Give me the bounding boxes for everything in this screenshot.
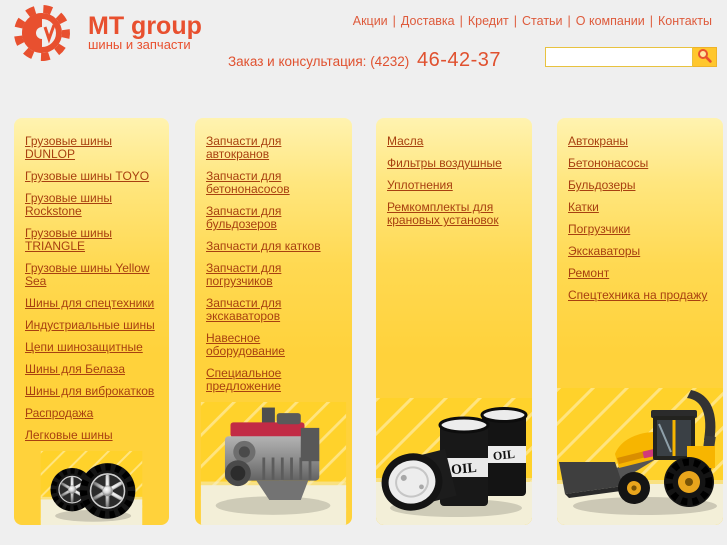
category-link[interactable]: Масла — [387, 134, 424, 148]
top-nav — [348, 14, 717, 28]
search-button[interactable] — [693, 47, 717, 67]
nav-link-stati[interactable]: Статьи — [522, 14, 563, 28]
category-link[interactable]: Запчасти для погрузчиков — [206, 261, 282, 288]
category-link[interactable]: Катки — [568, 200, 599, 214]
oil-barrel-label: OIL — [492, 446, 516, 464]
category-link[interactable]: Фильтры воздушные — [387, 156, 502, 170]
category-link[interactable]: Цепи шинозащитные — [25, 340, 143, 354]
category-link[interactable]: Запчасти для автокранов — [206, 134, 282, 161]
tires-photo — [14, 451, 169, 525]
category-links — [14, 118, 169, 451]
category-panel-oils — [376, 118, 532, 525]
category-link[interactable]: Ремкомплекты для крановых установок — [387, 200, 499, 227]
phone-number: 46-42-37 — [416, 49, 502, 71]
category-link[interactable]: Уплотнения — [387, 178, 453, 192]
magnifier-icon — [697, 48, 712, 66]
category-link[interactable]: Экскаваторы — [568, 244, 641, 258]
category-panel-machinery — [557, 118, 723, 525]
category-link[interactable]: Запчасти для бульдозеров — [206, 204, 282, 231]
category-panel-spare-parts — [195, 118, 352, 525]
search-input[interactable] — [545, 47, 693, 67]
category-panel-tires — [14, 118, 169, 525]
engine-photo — [195, 402, 352, 525]
nav-separator: | — [567, 14, 571, 28]
nav-link-o-kompanii[interactable]: О компании — [575, 14, 645, 28]
category-links — [195, 118, 352, 402]
category-link[interactable]: Грузовые шины DUNLOP — [25, 134, 112, 161]
category-link[interactable]: Запчасти для экскаваторов — [206, 296, 282, 323]
search-bar — [545, 47, 717, 67]
category-links — [557, 118, 723, 311]
category-link[interactable]: Грузовые шины Yellow Sea — [25, 261, 150, 288]
logo[interactable] — [8, 2, 202, 71]
category-link[interactable]: Ремонт — [568, 266, 610, 280]
category-link[interactable]: Грузовые шины Rockstone — [25, 191, 112, 218]
site-subtitle: шины и запчасти — [88, 37, 191, 52]
category-links — [376, 118, 532, 236]
category-link[interactable]: Грузовые шины TRIANGLE — [25, 226, 112, 253]
gear-logo-icon — [8, 2, 76, 71]
nav-link-kredit[interactable]: Кредит — [467, 14, 509, 28]
category-link[interactable]: Специальное предложение — [206, 366, 282, 393]
category-link[interactable]: Бетононасосы — [568, 156, 649, 170]
phone-label: Заказ и консультация: — [228, 54, 367, 69]
oil-barrels-photo — [376, 398, 532, 525]
category-link[interactable]: Шины для виброкатков — [25, 384, 155, 398]
category-link[interactable]: Запчасти для катков — [206, 239, 321, 253]
nav-separator: | — [459, 14, 463, 28]
phone-line — [228, 49, 501, 72]
category-link[interactable]: Погрузчики — [568, 222, 631, 236]
category-link[interactable]: Запчасти для бетононасосов — [206, 169, 290, 196]
category-link[interactable]: Грузовые шины TOYO — [25, 169, 150, 183]
category-link[interactable]: Бульдозеры — [568, 178, 636, 192]
category-link[interactable]: Легковые шины — [25, 428, 113, 442]
category-link[interactable]: Шины для спецтехники — [25, 296, 155, 310]
nav-separator: | — [513, 14, 518, 28]
category-link[interactable]: Шины для Белаза — [25, 362, 125, 376]
oil-barrel-label: OIL — [450, 460, 478, 479]
category-link[interactable]: Распродажа — [25, 406, 94, 420]
nav-separator: | — [649, 14, 653, 28]
nav-link-dostavka[interactable]: Доставка — [400, 14, 455, 28]
nav-link-akcii[interactable]: Акции — [352, 14, 388, 28]
nav-separator: | — [392, 14, 396, 28]
nav-link-kontakty[interactable]: Контакты — [658, 14, 712, 28]
category-link[interactable]: Автокраны — [568, 134, 628, 148]
site-title: MT group — [88, 12, 202, 40]
category-link[interactable]: Спецтехника на продажу — [568, 288, 708, 302]
category-link[interactable]: Навесное оборудование — [206, 331, 285, 358]
category-link[interactable]: Индустриальные шины — [25, 318, 155, 332]
backhoe-loader-photo — [557, 388, 723, 525]
phone-area-code: (4232) — [370, 54, 410, 69]
